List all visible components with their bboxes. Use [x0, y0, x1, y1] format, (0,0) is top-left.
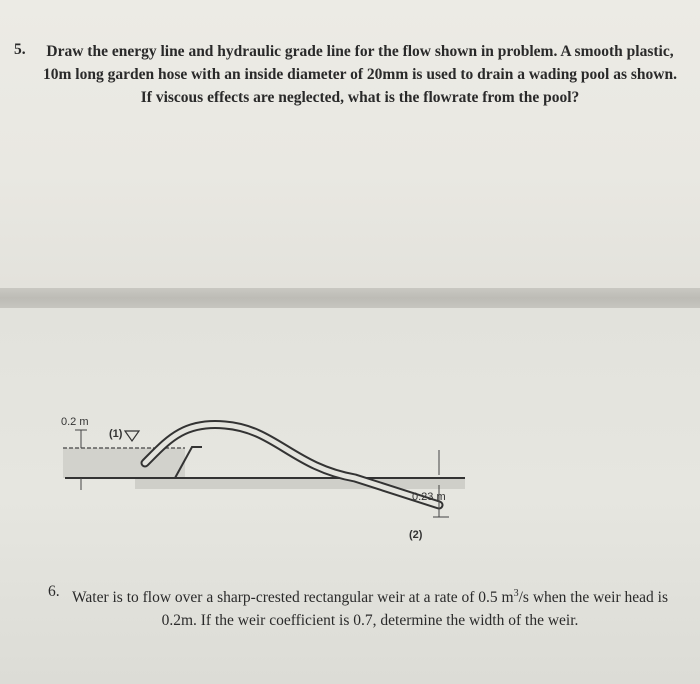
point-1-label: (1)	[109, 428, 123, 440]
cubic-superscript: 3	[513, 588, 519, 599]
pool-hose-diagram	[55, 405, 475, 550]
pool-water	[63, 448, 185, 478]
problem-6-text	[70, 582, 670, 632]
water-surface-symbol	[125, 431, 139, 441]
depth-label: 0.2 m	[61, 416, 89, 428]
problem-5-text: Draw the energy line and hydraulic grade line for the flow shown in problem. A smooth plastic, 10m long garden hose with an inside diameter of 20mm is used to drain a wading pool as shown. If viscous effects are neglected, what is the flowrate from the pool?	[42, 43, 677, 106]
problem-5-number: 5.	[14, 41, 26, 58]
problem-6-text-part-2: /s when the weir head is 0.2m. If the weir coefficient is 0.7, determine the width of the weir.	[161, 589, 668, 630]
point-2-label: (2)	[409, 529, 423, 541]
ground-hatch	[135, 479, 465, 489]
problem-6-number: 6.	[48, 583, 60, 600]
hose-inner	[145, 424, 439, 505]
drop-label: 0.23 m	[412, 491, 446, 503]
page-divider	[0, 288, 700, 308]
problem-6-text-part-1: Water is to flow over a sharp-crested rectangular weir at a rate of 0.5 m	[72, 589, 514, 607]
